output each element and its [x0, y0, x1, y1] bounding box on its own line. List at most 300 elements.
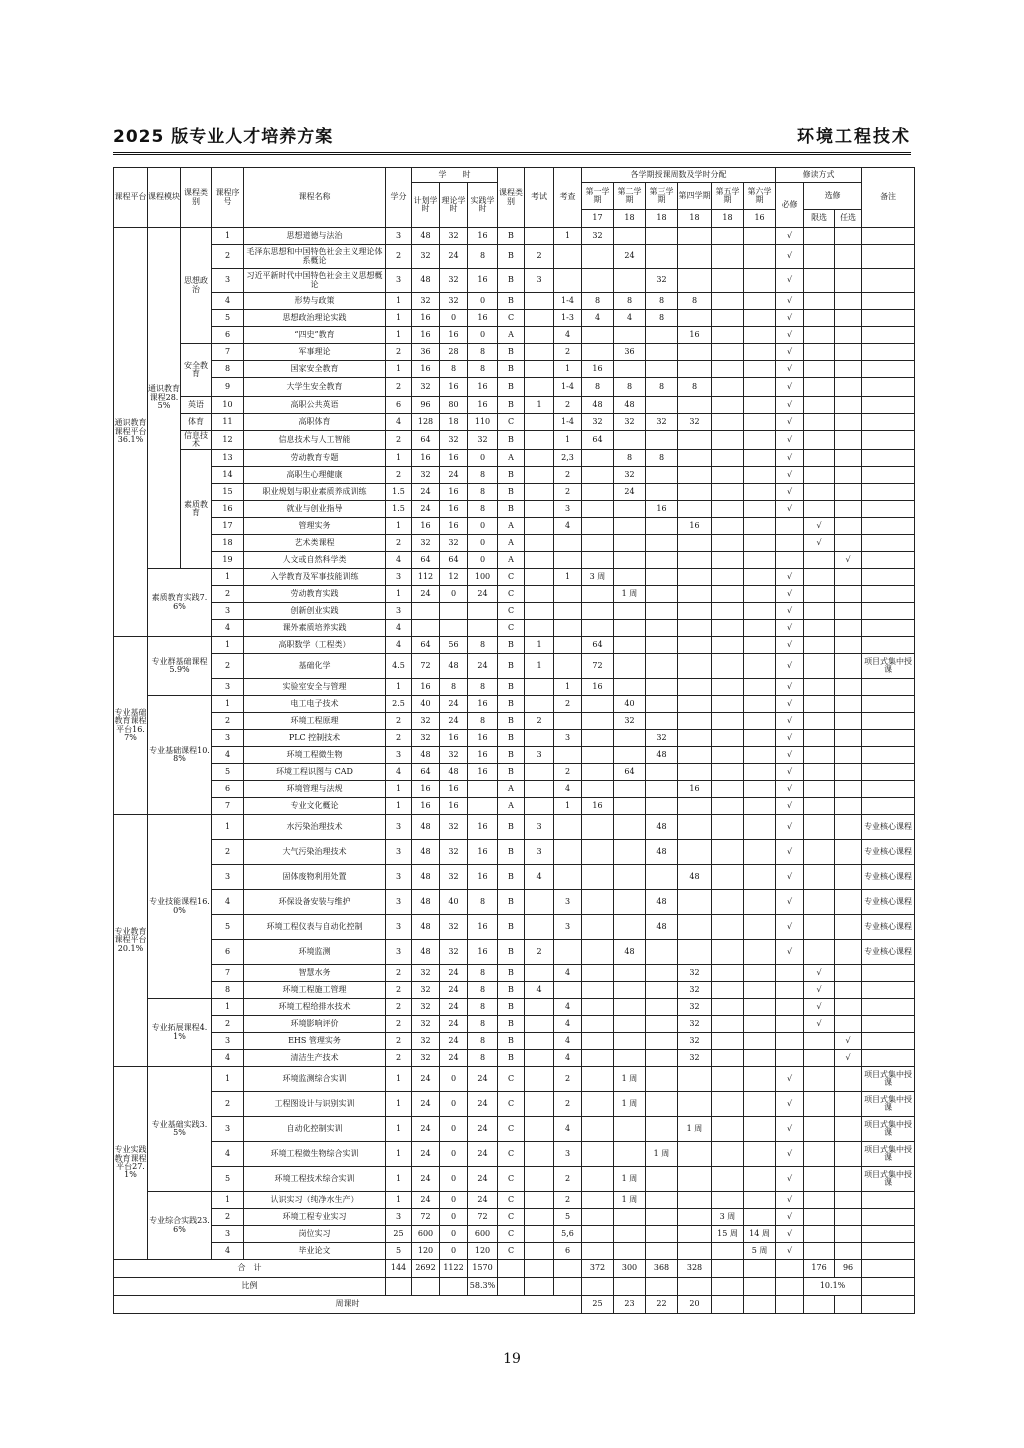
- course-theory-hours: 16: [440, 518, 468, 535]
- course-term-hours: [646, 245, 678, 269]
- course-term-hours: [744, 982, 776, 999]
- course-check-term: 1-4: [554, 293, 582, 310]
- course-credit: 1: [386, 586, 412, 603]
- course-term-hours: [744, 965, 776, 982]
- course-required-mark: [776, 518, 804, 535]
- course-term-hours: [614, 890, 646, 915]
- course-term-hours: [614, 603, 646, 620]
- course-theory-hours: 16: [440, 730, 468, 747]
- course-seq: 3: [212, 269, 244, 293]
- course-term-hours: [582, 915, 614, 940]
- course-check-term: [554, 586, 582, 603]
- course-theory-hours: 32: [440, 269, 468, 293]
- course-plan-hours: 16: [412, 798, 440, 815]
- course-plan-hours: 48: [412, 228, 440, 245]
- col-remark: 备注: [862, 168, 915, 228]
- course-credit: 1: [386, 310, 412, 327]
- course-term-hours: [744, 890, 776, 915]
- course-remark: [862, 1209, 915, 1226]
- course-check-term: [554, 269, 582, 293]
- course-credit: 1: [386, 1067, 412, 1092]
- col-term: 第二学期: [614, 183, 646, 210]
- course-term-hours: [744, 696, 776, 713]
- course-name: 毛泽东思想和中国特色社会主义理论体系概论: [244, 245, 386, 269]
- course-term-hours: 32: [678, 1033, 712, 1050]
- course-theory-hours: 16: [440, 450, 468, 467]
- course-check-term: [554, 940, 582, 965]
- course-remark: [862, 696, 915, 713]
- course-practice-hours: 8: [468, 999, 498, 1016]
- course-plan-hours: 24: [412, 1092, 440, 1117]
- course-type: B: [498, 1016, 525, 1033]
- course-row: [114, 450, 915, 467]
- course-credit: 3: [386, 603, 412, 620]
- course-term-hours: [646, 940, 678, 965]
- course-check-term: 2: [554, 764, 582, 781]
- course-credit: 2: [386, 1050, 412, 1067]
- course-term-hours: [614, 798, 646, 815]
- course-term-hours: [646, 361, 678, 378]
- course-free-mark: [835, 431, 862, 450]
- course-name: 环境工程技术综合实训: [244, 1167, 386, 1192]
- course-term-hours: [582, 501, 614, 518]
- course-free-mark: [835, 378, 862, 397]
- course-required-mark: √: [776, 467, 804, 484]
- course-limited-mark: [804, 764, 835, 781]
- course-term-hours: [582, 467, 614, 484]
- course-required-mark: √: [776, 344, 804, 361]
- course-term-hours: [712, 1167, 744, 1192]
- course-term-hours: [712, 310, 744, 327]
- course-theory-hours: 0: [440, 1117, 468, 1142]
- col-term: 第四学期: [678, 183, 712, 210]
- course-term-hours: [712, 696, 744, 713]
- course-limited-mark: [804, 1092, 835, 1117]
- table-body: [114, 228, 915, 1260]
- course-theory-hours: 0: [440, 1192, 468, 1209]
- course-required-mark: √: [776, 781, 804, 798]
- course-remark: [862, 535, 915, 552]
- course-name: 环境工程专业实习: [244, 1209, 386, 1226]
- course-type: A: [498, 450, 525, 467]
- course-credit: 2: [386, 1016, 412, 1033]
- course-theory-hours: 0: [440, 1226, 468, 1243]
- course-practice-hours: 8: [468, 344, 498, 361]
- course-practice-hours: 16: [468, 397, 498, 414]
- course-name: 环境监测: [244, 940, 386, 965]
- course-plan-hours: 36: [412, 344, 440, 361]
- course-required-mark: [776, 535, 804, 552]
- course-type: B: [498, 344, 525, 361]
- course-row: [114, 1209, 915, 1226]
- course-seq: 13: [212, 450, 244, 467]
- course-seq: 1: [212, 569, 244, 586]
- col-name: 课程名称: [244, 168, 386, 228]
- course-term-hours: [744, 1192, 776, 1209]
- course-type: B: [498, 730, 525, 747]
- course-credit: 3: [386, 815, 412, 840]
- course-term-hours: [678, 890, 712, 915]
- course-term-hours: [678, 696, 712, 713]
- course-term-hours: [712, 620, 744, 637]
- course-remark: [862, 679, 915, 696]
- course-seq: 14: [212, 467, 244, 484]
- course-free-mark: [835, 654, 862, 679]
- course-row: [114, 397, 915, 414]
- course-term-hours: 32: [614, 414, 646, 431]
- course-term-hours: 48: [646, 890, 678, 915]
- course-limited-mark: [804, 747, 835, 764]
- course-row: [114, 815, 915, 840]
- platform-cell: 专业实践教育课程平台27.1%: [114, 1067, 148, 1260]
- course-term-hours: 48: [678, 865, 712, 890]
- course-name: 自动化控制实训: [244, 1117, 386, 1142]
- course-term-hours: [678, 269, 712, 293]
- course-check-term: 6: [554, 1243, 582, 1260]
- course-limited-mark: [804, 713, 835, 730]
- course-exam-term: [525, 310, 554, 327]
- course-required-mark: √: [776, 1142, 804, 1167]
- course-exam-term: [525, 361, 554, 378]
- course-term-hours: [744, 484, 776, 501]
- course-exam-term: [525, 535, 554, 552]
- course-theory-hours: 32: [440, 747, 468, 764]
- course-term-hours: [712, 1016, 744, 1033]
- course-check-term: 4: [554, 999, 582, 1016]
- course-limited-mark: [804, 679, 835, 696]
- course-term-hours: [712, 518, 744, 535]
- course-check-term: 3: [554, 890, 582, 915]
- course-row: [114, 245, 915, 269]
- course-term-hours: [744, 414, 776, 431]
- course-credit: 1.5: [386, 501, 412, 518]
- course-term-hours: 64: [614, 764, 646, 781]
- course-type: B: [498, 747, 525, 764]
- course-type: B: [498, 484, 525, 501]
- course-row: [114, 501, 915, 518]
- course-exam-term: 4: [525, 865, 554, 890]
- course-term-hours: [678, 603, 712, 620]
- course-row: [114, 1142, 915, 1167]
- course-free-mark: [835, 310, 862, 327]
- course-check-term: 4: [554, 518, 582, 535]
- course-plan-hours: 24: [412, 1167, 440, 1192]
- course-limited-mark: [804, 815, 835, 840]
- course-practice-hours: 0: [468, 552, 498, 569]
- course-required-mark: √: [776, 501, 804, 518]
- course-term-hours: [614, 999, 646, 1016]
- course-credit: 2.5: [386, 696, 412, 713]
- course-remark: 项目式集中授课: [862, 1142, 915, 1167]
- course-theory-hours: 32: [440, 293, 468, 310]
- course-check-term: [554, 620, 582, 637]
- course-type: A: [498, 798, 525, 815]
- course-exam-term: [525, 965, 554, 982]
- course-exam-term: [525, 781, 554, 798]
- course-limited-mark: [804, 865, 835, 890]
- course-row: [114, 696, 915, 713]
- course-practice-hours: 0: [468, 535, 498, 552]
- course-remark: [862, 798, 915, 815]
- course-row: [114, 1192, 915, 1209]
- course-plan-hours: 64: [412, 764, 440, 781]
- course-free-mark: [835, 361, 862, 378]
- course-term-hours: [646, 344, 678, 361]
- course-term-hours: [678, 1167, 712, 1192]
- course-term-hours: [646, 1192, 678, 1209]
- course-required-mark: √: [776, 397, 804, 414]
- course-term-hours: [744, 999, 776, 1016]
- course-term-hours: [678, 620, 712, 637]
- course-plan-hours: 32: [412, 535, 440, 552]
- course-seq: 3: [212, 1117, 244, 1142]
- course-plan-hours: 120: [412, 1243, 440, 1260]
- course-row: [114, 1167, 915, 1192]
- course-practice-hours: 8: [468, 361, 498, 378]
- header-title: 2025 版专业人才培养方案: [113, 127, 334, 147]
- course-check-term: 4: [554, 781, 582, 798]
- course-credit: 2: [386, 378, 412, 397]
- course-limited-mark: [804, 1167, 835, 1192]
- course-name: 智慧水务: [244, 965, 386, 982]
- course-check-term: 2: [554, 1092, 582, 1117]
- course-limited-mark: [804, 654, 835, 679]
- course-seq: 2: [212, 245, 244, 269]
- course-remark: [862, 764, 915, 781]
- course-required-mark: √: [776, 654, 804, 679]
- course-credit: 1.5: [386, 484, 412, 501]
- course-check-term: 2: [554, 397, 582, 414]
- course-row: [114, 730, 915, 747]
- course-row: [114, 1033, 915, 1050]
- course-row: [114, 361, 915, 378]
- course-term-hours: [582, 1192, 614, 1209]
- course-plan-hours: 16: [412, 361, 440, 378]
- course-free-mark: [835, 890, 862, 915]
- course-check-term: [554, 815, 582, 840]
- course-credit: 3: [386, 569, 412, 586]
- course-term-hours: [646, 781, 678, 798]
- course-check-term: 1-3: [554, 310, 582, 327]
- course-seq: 5: [212, 1167, 244, 1192]
- course-term-hours: [744, 245, 776, 269]
- weekly-row: [114, 1296, 915, 1314]
- course-plan-hours: 32: [412, 293, 440, 310]
- course-remark: [862, 378, 915, 397]
- module-cell: 专业技能课程16.0%: [148, 815, 212, 999]
- course-exam-term: [525, 1092, 554, 1117]
- course-type: C: [498, 414, 525, 431]
- course-term-hours: [646, 637, 678, 654]
- course-type: B: [498, 982, 525, 999]
- course-row: [114, 637, 915, 654]
- course-term-hours: [614, 1033, 646, 1050]
- course-term-hours: [582, 1167, 614, 1192]
- course-seq: 11: [212, 414, 244, 431]
- course-name: 环境工程识图与 CAD: [244, 764, 386, 781]
- course-required-mark: √: [776, 637, 804, 654]
- course-term-hours: [678, 569, 712, 586]
- course-plan-hours: 128: [412, 414, 440, 431]
- course-seq: 4: [212, 747, 244, 764]
- course-name: 环境工程微生物综合实训: [244, 1142, 386, 1167]
- course-term-hours: 48: [582, 397, 614, 414]
- course-practice-hours: 24: [468, 1142, 498, 1167]
- course-type: C: [498, 586, 525, 603]
- course-remark: [862, 982, 915, 999]
- course-term-hours: [712, 713, 744, 730]
- course-limited-mark: [804, 228, 835, 245]
- course-exam-term: 3: [525, 815, 554, 840]
- course-seq: 1: [212, 815, 244, 840]
- course-term-hours: [712, 679, 744, 696]
- course-term-hours: [744, 840, 776, 865]
- course-check-term: 4: [554, 965, 582, 982]
- course-term-hours: 32: [614, 713, 646, 730]
- course-name: 课外素质培养实践: [244, 620, 386, 637]
- course-name: 电工电子技术: [244, 696, 386, 713]
- course-term-hours: [646, 552, 678, 569]
- course-credit: 3: [386, 890, 412, 915]
- course-practice-hours: 72: [468, 1209, 498, 1226]
- course-term-hours: [744, 798, 776, 815]
- course-check-term: 2: [554, 344, 582, 361]
- course-seq: 6: [212, 327, 244, 344]
- totals-credit: 144: [386, 1260, 412, 1278]
- course-term-hours: 15 周: [712, 1226, 744, 1243]
- course-row: [114, 484, 915, 501]
- course-seq: 4: [212, 1050, 244, 1067]
- course-type: B: [498, 696, 525, 713]
- course-plan-table: [113, 167, 915, 1314]
- course-required-mark: √: [776, 431, 804, 450]
- totals-term: [712, 1260, 744, 1278]
- course-check-term: [554, 552, 582, 569]
- course-seq: 15: [212, 484, 244, 501]
- col-exam: 考试: [525, 168, 554, 228]
- course-term-hours: 32: [678, 965, 712, 982]
- course-term-hours: [744, 815, 776, 840]
- course-credit: 2: [386, 730, 412, 747]
- course-term-hours: [744, 535, 776, 552]
- course-exam-term: 3: [525, 840, 554, 865]
- course-name: 环境工程仪表与自动化控制: [244, 915, 386, 940]
- course-term-hours: [582, 450, 614, 467]
- page-header: [113, 118, 911, 155]
- course-limited-mark: [804, 414, 835, 431]
- course-term-hours: [678, 1243, 712, 1260]
- course-seq: 2: [212, 840, 244, 865]
- course-credit: 1: [386, 518, 412, 535]
- course-term-hours: [614, 1209, 646, 1226]
- course-free-mark: [835, 764, 862, 781]
- course-type: B: [498, 764, 525, 781]
- course-term-hours: [614, 1243, 646, 1260]
- course-term-hours: [712, 1033, 744, 1050]
- course-free-mark: [835, 414, 862, 431]
- course-required-mark: √: [776, 269, 804, 293]
- course-term-hours: [582, 245, 614, 269]
- course-free-mark: [835, 344, 862, 361]
- course-term-hours: [582, 1226, 614, 1243]
- course-term-hours: [614, 361, 646, 378]
- course-free-mark: [835, 586, 862, 603]
- course-free-mark: [835, 1209, 862, 1226]
- course-term-hours: 8: [582, 293, 614, 310]
- course-term-hours: 1 周: [614, 1092, 646, 1117]
- course-required-mark: [776, 982, 804, 999]
- category-cell: 思想政治: [181, 228, 212, 344]
- course-term-hours: [582, 1067, 614, 1092]
- course-required-mark: [776, 1033, 804, 1050]
- course-remark: [862, 501, 915, 518]
- course-term-hours: [582, 1243, 614, 1260]
- course-plan-hours: 32: [412, 1016, 440, 1033]
- weekly-term: 25: [582, 1296, 614, 1314]
- course-name: 高职数学（工程类）: [244, 637, 386, 654]
- ratio-practice: 58.3%: [468, 1278, 498, 1296]
- course-term-hours: [678, 344, 712, 361]
- course-term-hours: [614, 327, 646, 344]
- course-name: EHS 管理实务: [244, 1033, 386, 1050]
- course-credit: 2: [386, 982, 412, 999]
- course-seq: 1: [212, 696, 244, 713]
- course-practice-hours: 16: [468, 228, 498, 245]
- course-term-hours: [744, 1016, 776, 1033]
- course-term-hours: [678, 1067, 712, 1092]
- course-term-hours: [744, 781, 776, 798]
- totals-term: 300: [614, 1260, 646, 1278]
- course-term-hours: [582, 1117, 614, 1142]
- category-cell: 素质教育: [181, 450, 212, 569]
- course-theory-hours: 40: [440, 890, 468, 915]
- course-required-mark: √: [776, 603, 804, 620]
- course-term-hours: [614, 865, 646, 890]
- course-term-hours: [646, 798, 678, 815]
- course-seq: 4: [212, 293, 244, 310]
- col-term-weeks: 18: [614, 210, 646, 228]
- course-term-hours: [744, 269, 776, 293]
- course-theory-hours: 0: [440, 1209, 468, 1226]
- course-name: 实验室安全与管理: [244, 679, 386, 696]
- course-term-hours: [678, 1192, 712, 1209]
- course-term-hours: 32: [614, 467, 646, 484]
- course-free-mark: [835, 450, 862, 467]
- course-free-mark: [835, 940, 862, 965]
- course-name: 环保设备安装与维护: [244, 890, 386, 915]
- course-plan-hours: 72: [412, 654, 440, 679]
- course-credit: 2: [386, 713, 412, 730]
- course-term-hours: 16: [678, 518, 712, 535]
- course-free-mark: [835, 1016, 862, 1033]
- col-credit: 学分: [386, 168, 412, 228]
- course-term-hours: 16: [678, 327, 712, 344]
- course-term-hours: [614, 840, 646, 865]
- course-practice-hours: 100: [468, 569, 498, 586]
- course-term-hours: [712, 1142, 744, 1167]
- course-check-term: 1-4: [554, 414, 582, 431]
- course-seq: 17: [212, 518, 244, 535]
- course-plan-hours: 16: [412, 450, 440, 467]
- course-required-mark: √: [776, 730, 804, 747]
- course-type: C: [498, 620, 525, 637]
- course-check-term: 1-4: [554, 378, 582, 397]
- course-practice-hours: 16: [468, 269, 498, 293]
- course-theory-hours: 24: [440, 1050, 468, 1067]
- course-free-mark: [835, 327, 862, 344]
- course-required-mark: √: [776, 815, 804, 840]
- course-theory-hours: 32: [440, 840, 468, 865]
